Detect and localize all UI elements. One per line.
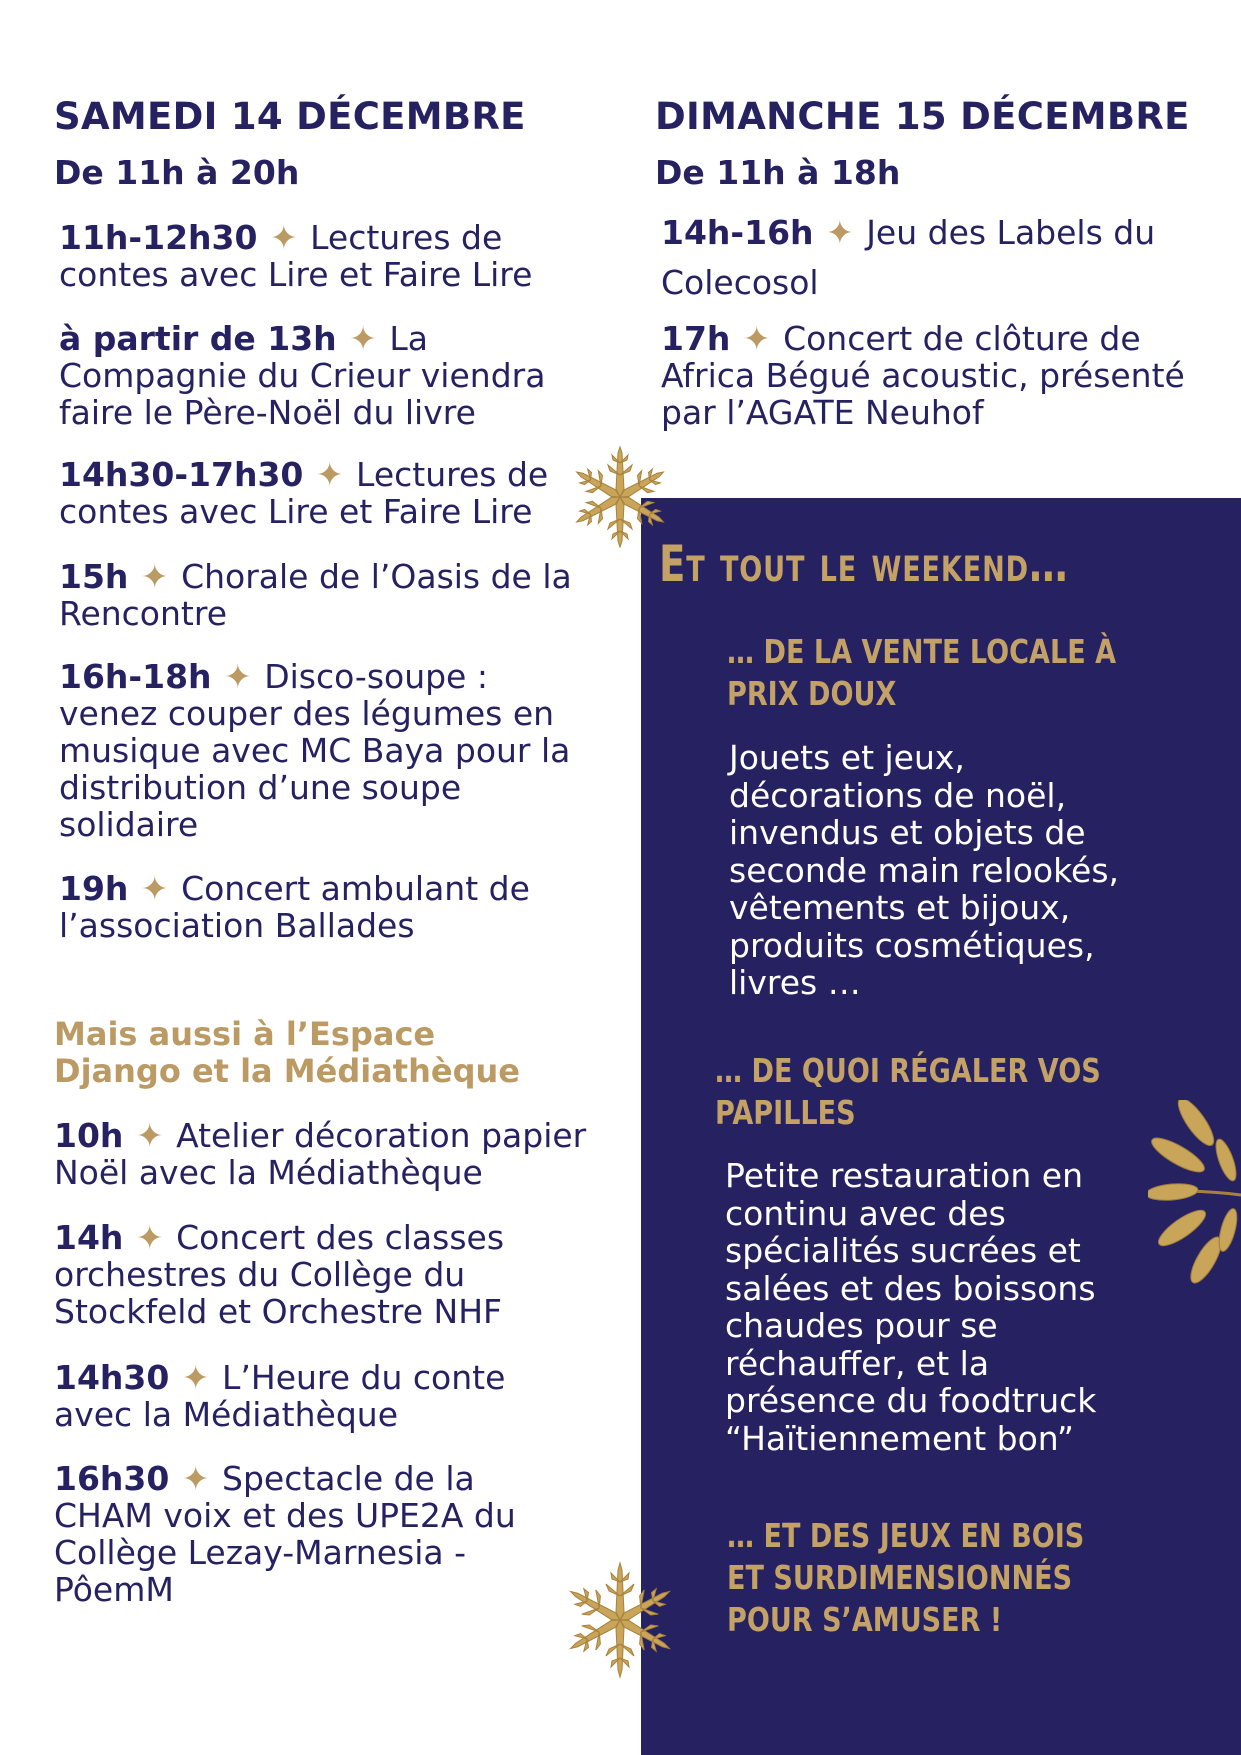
- program-entry: [59, 456, 579, 530]
- entry-time: 14h30: [54, 1358, 170, 1397]
- star-icon: ✦: [140, 557, 169, 596]
- entry-text: La Compagnie du Crieur viendra faire le Père-Noël du livre: [59, 319, 546, 432]
- entry-time: 14h30-17h30: [59, 455, 304, 494]
- entry-text: Disco-soupe : venez couper des légumes en musique avec MC Baya pour la distribution d’une soupe solidaire: [59, 657, 571, 844]
- entry-text: Lectures de contes avec Lire et Faire Lire: [59, 455, 549, 531]
- program-entry: [59, 870, 579, 944]
- also-title: Mais aussi à l’Espace Django et la Médiathèque: [54, 1015, 520, 1090]
- entry-time: 19h: [59, 869, 129, 908]
- entry-time: 11h-12h30: [59, 218, 258, 257]
- entry-text: Concert ambulant de l’association Ballades: [59, 869, 530, 945]
- star-icon: ✦: [269, 218, 298, 257]
- entry-time: 14h-16h: [661, 213, 814, 252]
- star-icon: ✦: [315, 455, 344, 494]
- star-icon: ✦: [181, 1358, 210, 1397]
- section-heading: … ET DES JEUX EN BOIS ET SURDIMENSIONNÉS POUR S’AMUSER !: [727, 1516, 1085, 1639]
- star-icon: ✦: [181, 1459, 210, 1498]
- entry-time: 17h: [661, 319, 731, 358]
- entry-text: Chorale de l’Oasis de la Rencontre: [59, 557, 572, 633]
- entry-time: 15h: [59, 557, 129, 596]
- program-entry: [54, 1219, 559, 1330]
- star-icon: ✦: [349, 319, 377, 358]
- program-entry: [59, 320, 579, 431]
- entry-text: Spectacle de la CHAM voix et des UPE2A du Collège Lezay-Marnesia - PôemM: [54, 1459, 516, 1609]
- sunday-hours: De 11h à 18h: [655, 153, 901, 192]
- star-icon: ✦: [135, 1218, 164, 1257]
- section-text: Petite restauration en continu avec des spécialités sucrées et salées et des boissons chaudes pour se réchauffer, et la présence du foodtruck “Haïtiennement bon”: [725, 1156, 1097, 1458]
- entry-text: Atelier décoration papier Noël avec la Médiathèque: [54, 1116, 587, 1192]
- entry-text: Lectures de contes avec Lire et Faire Lire: [59, 218, 533, 294]
- program-entry: [59, 558, 579, 632]
- program-entry: [54, 1117, 599, 1191]
- snowflake-icon: [568, 445, 672, 549]
- weekend-title: Et tout le weekend…: [659, 535, 1069, 593]
- star-icon: ✦: [140, 869, 169, 908]
- entry-text: Concert de clôture de Africa Bégué acoustic, présenté par l’AGATE Neuhof: [661, 319, 1185, 432]
- star-icon: ✦: [135, 1116, 164, 1155]
- entry-time: 16h30: [54, 1459, 170, 1498]
- section-text: Jouets et jeux, décorations de noël, invendus et objets de seconde main relookés, vêtements et bijoux, produits cosmétiques, livres …: [729, 738, 1120, 1002]
- saturday-title: SAMEDI 14 DÉCEMBRE: [54, 95, 526, 138]
- star-icon: ✦: [826, 213, 854, 252]
- entry-time: 14h: [54, 1218, 124, 1257]
- entry-time: 10h: [54, 1116, 124, 1155]
- entry-text: Concert des classes orchestres du Collège du Stockfeld et Orchestre NHF: [54, 1218, 505, 1331]
- section-heading: … DE QUOI RÉGALER VOS PAPILLES: [715, 1051, 1101, 1132]
- entry-time: à partir de 13h: [59, 319, 337, 358]
- program-entry: [661, 208, 1161, 308]
- section-heading: … DE LA VENTE LOCALE À PRIX DOUX: [727, 632, 1117, 713]
- entry-text: Jeu des Labels du Colecosol: [661, 213, 1156, 302]
- snowflake-icon: [560, 1560, 680, 1680]
- saturday-hours: De 11h à 20h: [54, 153, 300, 192]
- star-icon: ✦: [742, 319, 771, 358]
- entry-time: 16h-18h: [59, 657, 212, 696]
- entry-text: L’Heure du conte avec la Médiathèque: [54, 1358, 506, 1434]
- program-entry: [59, 219, 579, 293]
- program-entry: [59, 658, 579, 843]
- olive-branch-icon: [1148, 1100, 1241, 1290]
- program-entry: [54, 1460, 559, 1608]
- star-icon: ✦: [224, 657, 252, 696]
- program-entry: [54, 1359, 559, 1433]
- sunday-title: DIMANCHE 15 DÉCEMBRE: [655, 95, 1190, 138]
- program-entry: [661, 320, 1221, 431]
